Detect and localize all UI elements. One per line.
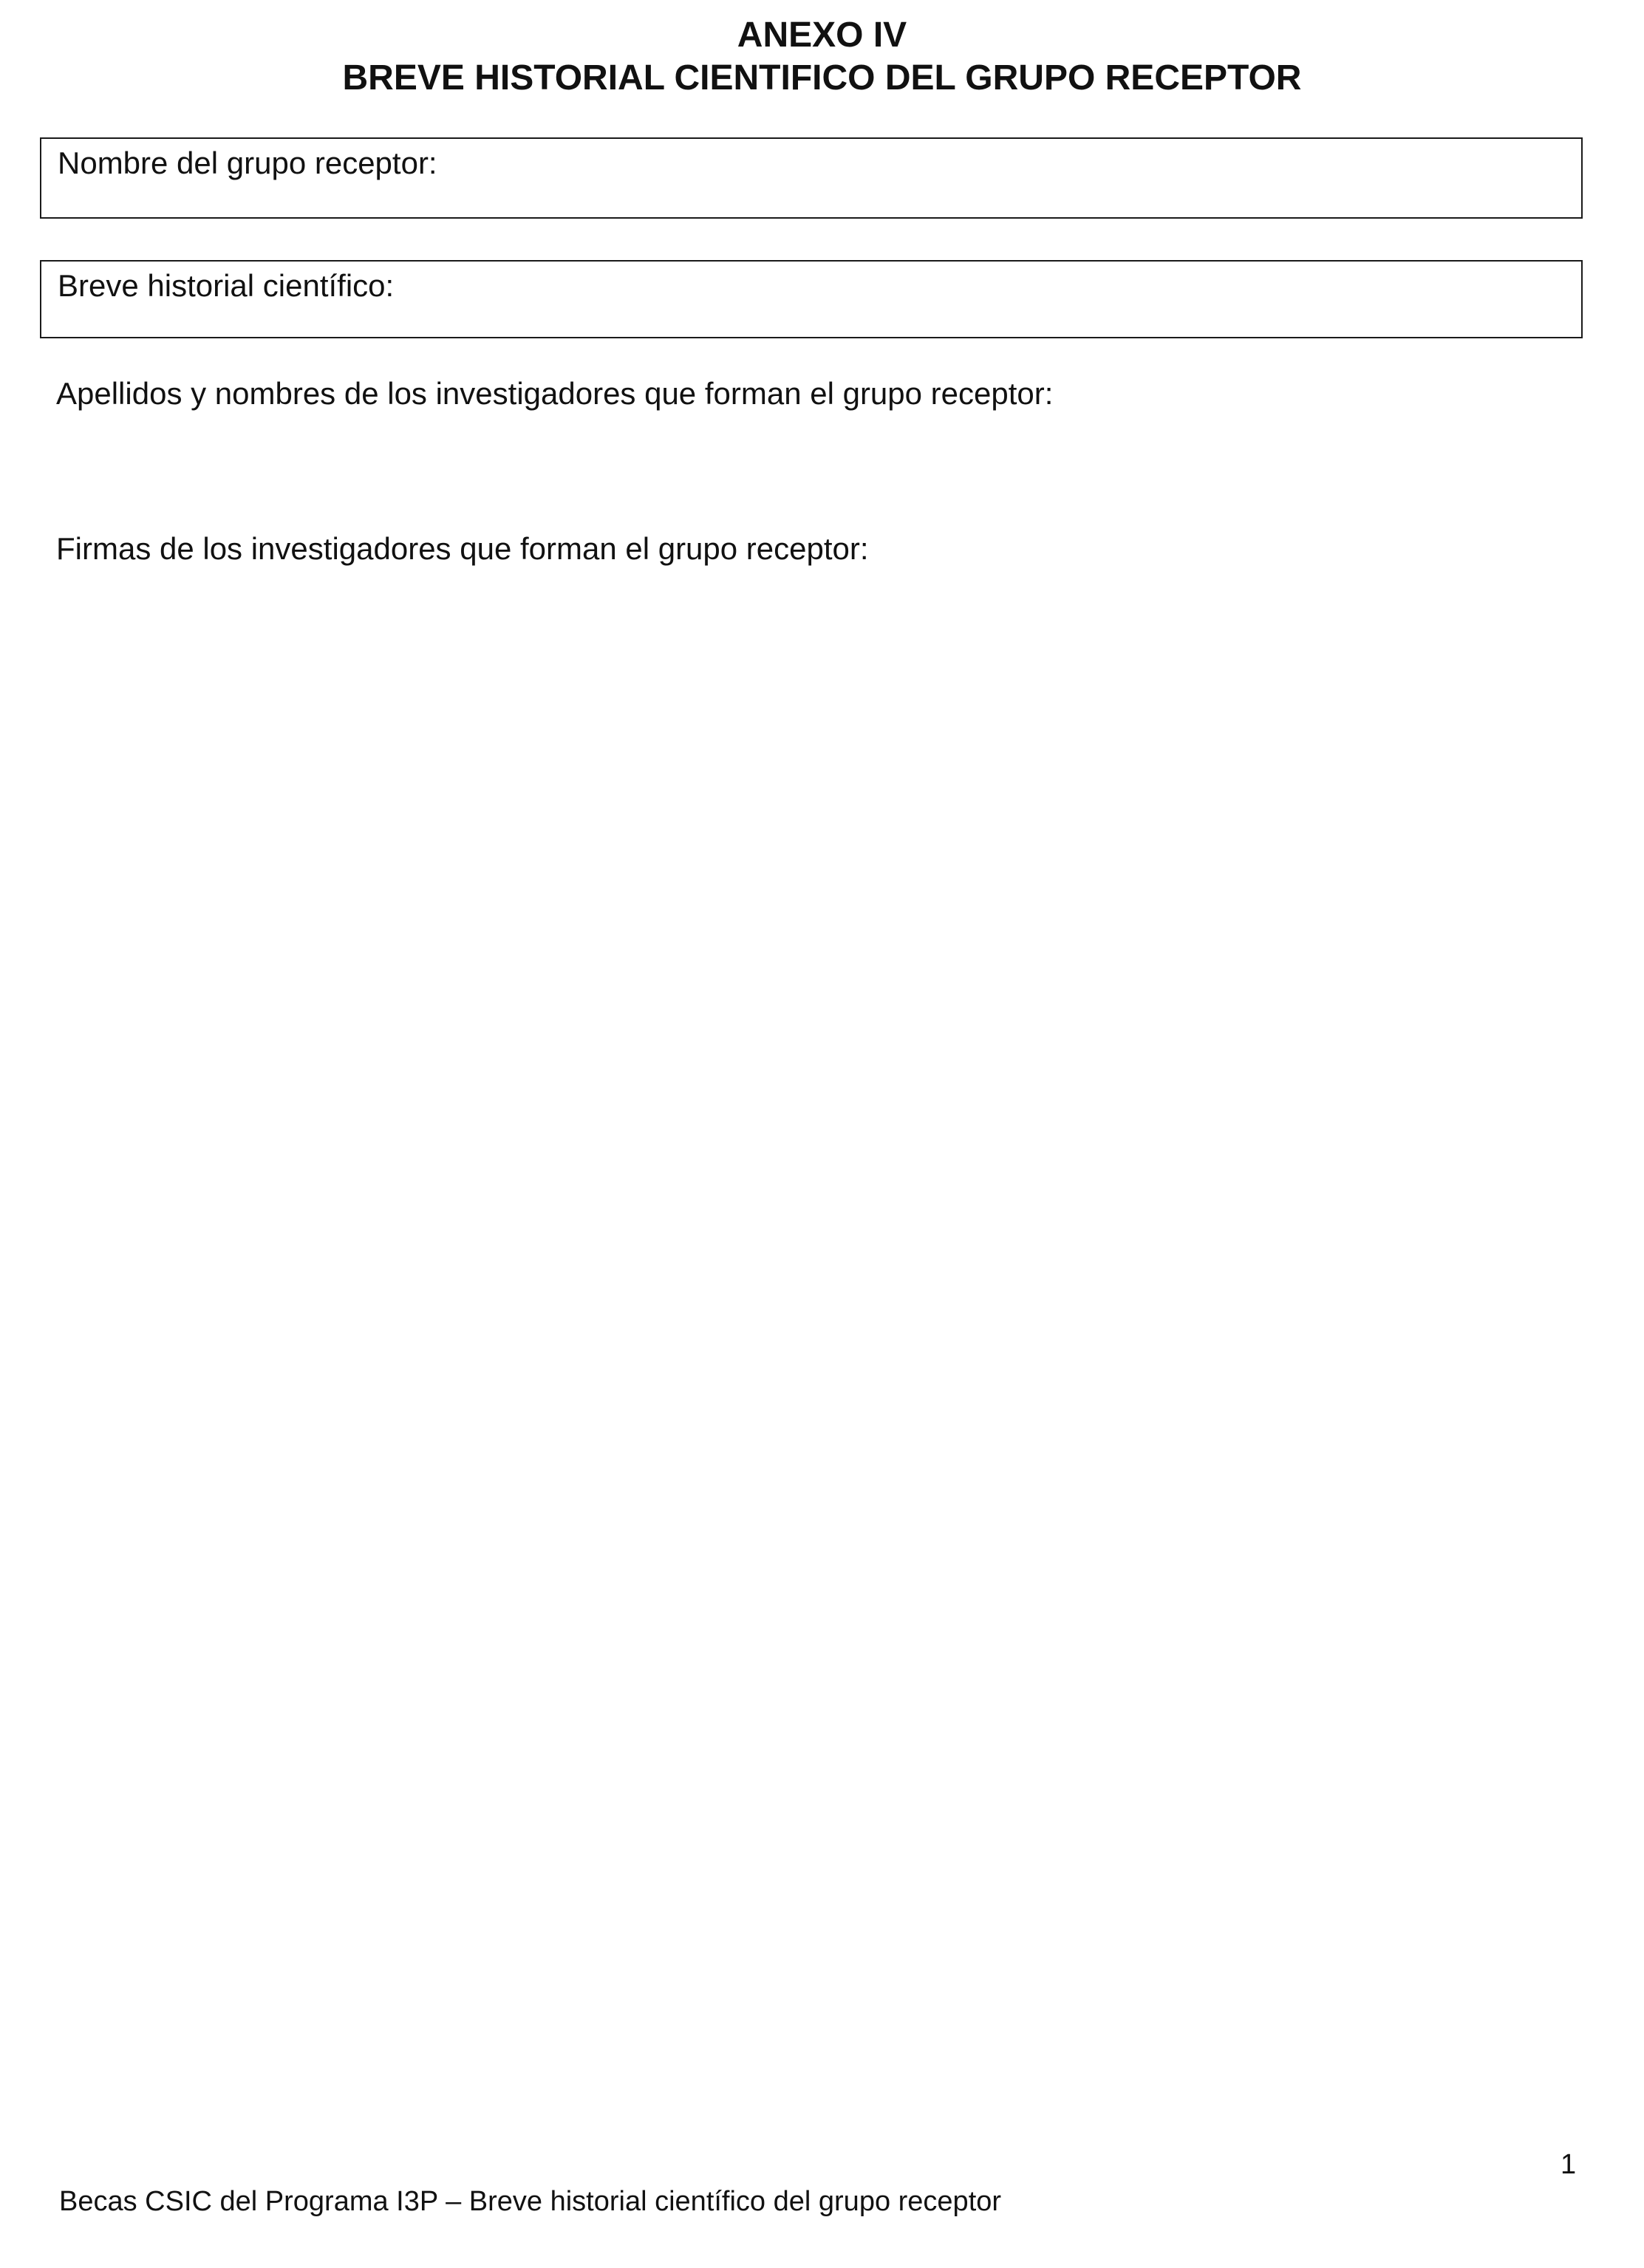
group-name-field[interactable] [40,137,1583,219]
researchers-names-label: Apellidos y nombres de los investigadores que forman el grupo receptor: [56,376,1054,411]
researchers-signatures-label: Firmas de los investigadores que forman el grupo receptor: [56,531,869,566]
annex-title: ANEXO IV [737,16,907,55]
scientific-history-label: Breve historial científico: [58,268,395,303]
group-name-label: Nombre del grupo receptor: [58,146,437,180]
document-title: BREVE HISTORIAL CIENTIFICO DEL GRUPO RECEPTOR [342,58,1302,98]
scientific-history-field[interactable] [40,260,1583,338]
page-number: 1 [1561,2149,1577,2180]
page-footer: Becas CSIC del Programa I3P – Breve historial científico del grupo receptor [59,2186,1002,2217]
